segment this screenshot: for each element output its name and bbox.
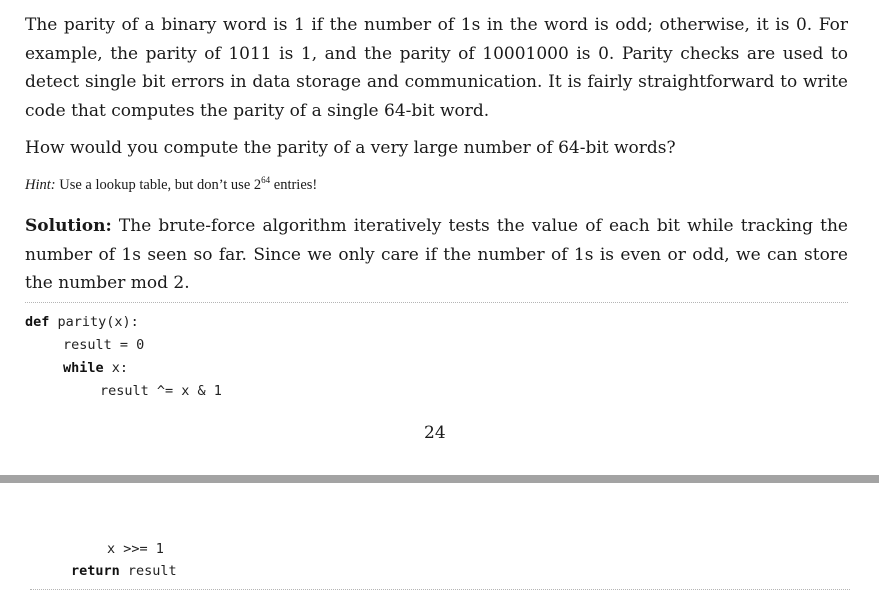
hint-exponent: 64 bbox=[261, 175, 271, 186]
intro-paragraph: The parity of a binary word is 1 if the number of 1s in the word is odd; otherwise, it is 0. For example, the parity of 1011 is 1, and the parity of 10001000 is 0. Parity checks are used to detect single bit errors in data storage and communication. It is fairly straightforward to write code that computes the parity of a single 64-bit word. bbox=[25, 15, 848, 121]
page-number: 24 bbox=[424, 423, 446, 443]
question-paragraph: How would you compute the parity of a very large number of 64-bit words? bbox=[25, 138, 676, 158]
keyword-def: def bbox=[25, 314, 50, 330]
hint-label: Hint: bbox=[25, 177, 56, 193]
page-divider bbox=[0, 475, 879, 483]
hint-text-a: Use a lookup table, but don’t use 2 bbox=[55, 177, 262, 193]
code-line-5: x >>= 1 bbox=[107, 541, 164, 557]
solution-label: Solution: bbox=[25, 216, 112, 236]
code-top-rule bbox=[25, 302, 848, 303]
code-line-1 bbox=[25, 314, 139, 330]
keyword-return: return bbox=[71, 563, 120, 579]
keyword-while: while bbox=[63, 360, 104, 376]
code-line-1-rest: parity(x): bbox=[49, 314, 139, 330]
code-line-6-rest: result bbox=[119, 563, 177, 579]
solution-paragraph bbox=[25, 212, 848, 298]
code-line-2: result = 0 bbox=[63, 337, 145, 353]
hint-line bbox=[25, 177, 317, 194]
solution-text: The brute-force algorithm iteratively tests the value of each bit while tracking the number of 1s seen so far. Since we only care if the number of 1s is even or odd, we can store the number mod 2. bbox=[25, 216, 848, 293]
code-line-3 bbox=[63, 360, 128, 376]
code-line-3-rest: x: bbox=[103, 360, 129, 376]
hint-text-b: entries! bbox=[270, 177, 318, 193]
code-line-6 bbox=[71, 563, 177, 579]
code-line-4: result ^= x & 1 bbox=[100, 383, 222, 399]
code-bottom-rule bbox=[30, 589, 850, 590]
